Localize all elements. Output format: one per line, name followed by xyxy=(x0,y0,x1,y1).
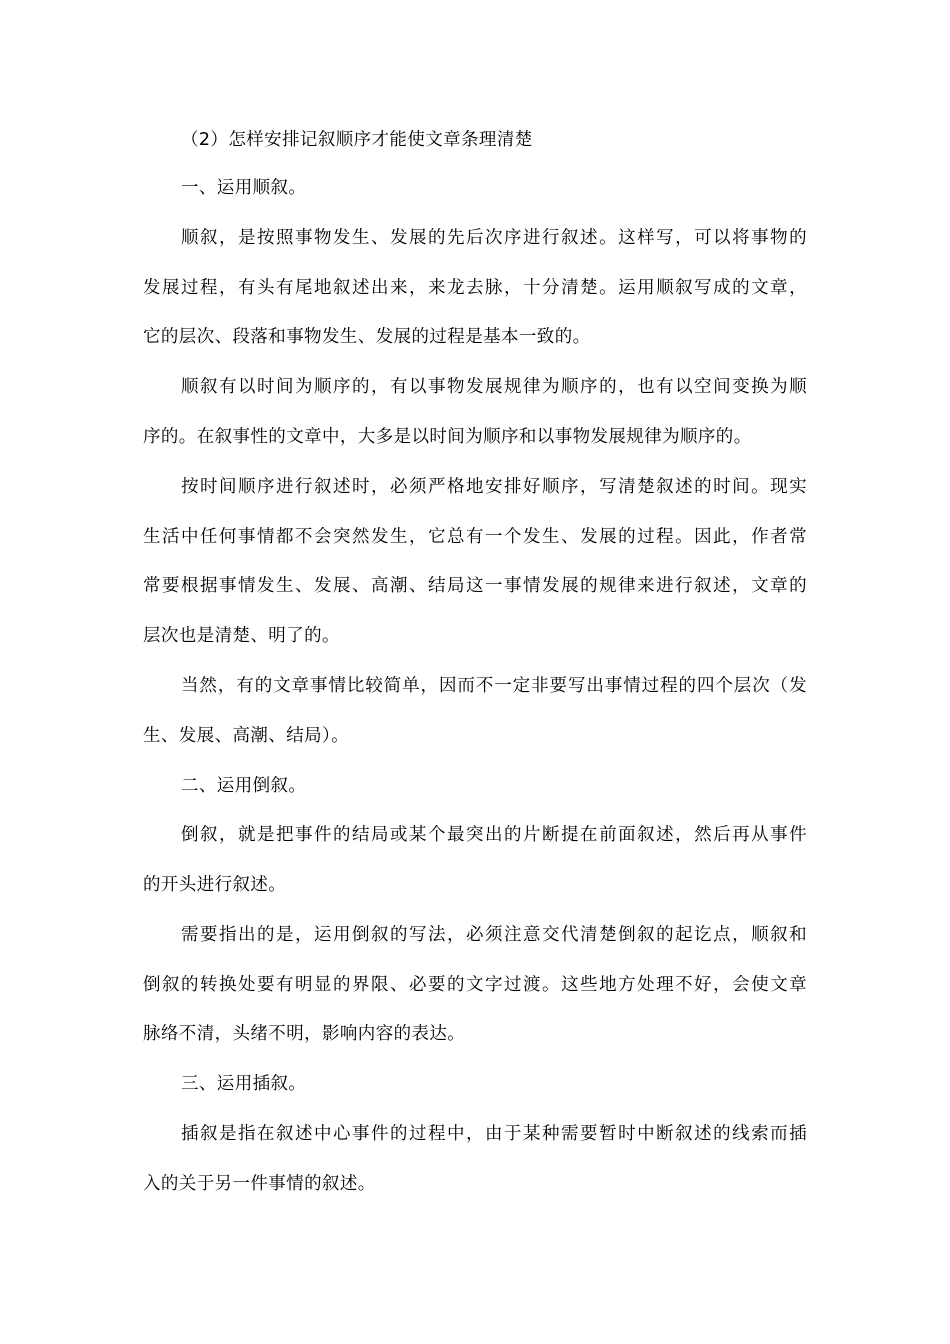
paragraph-line: 常要根据事情发生、发展、高潮、结局这一事情发展的规律来进行叙述，文章的 xyxy=(143,576,807,596)
paragraph-line: 按时间顺序进行叙述时，必须严格地安排好顺序，写清楚叙述的时间。现实 xyxy=(181,477,807,497)
paragraph-line: 倒叙的转换处要有明显的界限、必要的文字过渡。这些地方处理不好，会使文章 xyxy=(143,975,807,995)
paragraph-line: 生、发展、高潮、结局）。 xyxy=(143,726,350,746)
paragraph-line: 顺叙，是按照事物发生、发展的先后次序进行叙述。这样写，可以将事物的 xyxy=(181,228,807,248)
paragraph-line: 它的层次、段落和事物发生、发展的过程是基本一致的。 xyxy=(143,327,591,347)
paragraph-line: 层次也是清楚、明了的。 xyxy=(143,626,340,646)
paragraph-line: 插叙是指在叙述中心事件的过程中，由于某种需要暂时中断叙述的线索而插 xyxy=(181,1124,807,1144)
paragraph-line: 发展过程，有头有尾地叙述出来，来龙去脉，十分清楚。运用顺叙写成的文章， xyxy=(143,278,807,298)
paragraph-line: 序的。在叙事性的文章中，大多是以时间为顺序和以事物发展规律为顺序的。 xyxy=(143,427,752,447)
paragraph-line: 生活中任何事情都不会突然发生，它总有一个发生、发展的过程。因此，作者常 xyxy=(143,527,807,547)
paragraph-line: 入的关于另一件事情的叙述。 xyxy=(143,1174,376,1194)
subheading-flashback: 二、运用倒叙。 xyxy=(181,776,307,796)
paragraph-line: 脉络不清，头绪不明，影响内容的表达。 xyxy=(143,1024,466,1044)
paragraph-line: 需要指出的是，运用倒叙的写法，必须注意交代清楚倒叙的起讫点，顺叙和 xyxy=(181,925,807,945)
subheading-sequential: 一、运用顺叙。 xyxy=(181,178,307,198)
section-heading: （2）怎样安排记叙顺序才能使文章条理清楚 xyxy=(181,130,533,150)
paragraph-line: 顺叙有以时间为顺序的，有以事物发展规律为顺序的，也有以空间变换为顺 xyxy=(181,377,807,397)
subheading-interpolation: 三、运用插叙。 xyxy=(181,1074,307,1094)
paragraph-line: 当然，有的文章事情比较简单，因而不一定非要写出事情过程的四个层次（发 xyxy=(181,676,807,696)
paragraph-line: 的开头进行叙述。 xyxy=(143,875,287,895)
paragraph-line: 倒叙，就是把事件的结局或某个最突出的片断提在前面叙述，然后再从事件 xyxy=(181,825,807,845)
